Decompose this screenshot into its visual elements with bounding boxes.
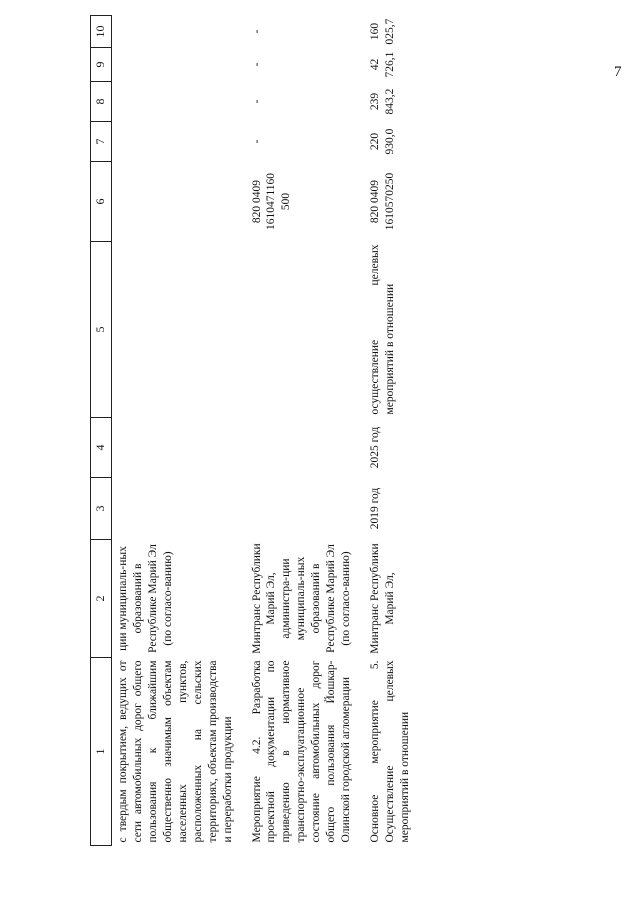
rotated-table-container [90, 16, 540, 846]
cell-value: 220 930,0 [369, 128, 396, 155]
column-header: 10 [91, 16, 112, 48]
page-number: 7 [614, 64, 622, 80]
column-header: 1 [91, 658, 112, 846]
table-row [358, 16, 417, 846]
column-header: 5 [91, 242, 112, 418]
cell-value [112, 122, 240, 162]
cell-value: - [250, 99, 263, 104]
cell-description [240, 242, 359, 418]
cell-start-year: 2019 год [369, 487, 382, 530]
cell-value: 160 025,7 [369, 18, 396, 45]
header-row [91, 16, 112, 846]
cell-end-year [112, 418, 240, 478]
cell-start-year [240, 478, 359, 540]
column-header: 4 [91, 418, 112, 478]
column-header: 7 [91, 122, 112, 162]
cell-executor: Минтранс Республики Марий Эл, [369, 543, 396, 654]
measures-table [90, 15, 417, 846]
cell-value: 42 726,1 [369, 51, 396, 78]
cell-budget-code: 820 0409 1610471160 500 [250, 172, 293, 231]
cell-value: - [250, 62, 263, 67]
cell-measure-name: Основное мероприятие 5. Осуществление целевых мероприятий в отношении [369, 660, 411, 843]
column-header: 2 [91, 540, 112, 658]
cell-value: 239 843,2 [369, 88, 396, 115]
column-header: 8 [91, 82, 112, 122]
cell-value: - [250, 29, 263, 34]
cell-executor: Минтранс Республики Марий Эл, администра-ции муниципаль-ных образований в Республике Марий Эл (по согласо-ванию) [250, 543, 353, 654]
cell-description: осуществление целевых мероприятий в отношении [369, 244, 396, 415]
cell-measure-name: с твердым покрытием, ведущих от сети автомобильных дорог общего пользования к ближайшим общественно значимым объектам населенных пунктов, расположенных на сельских территориях, объектам производства и переработки продукции [117, 660, 234, 843]
cell-start-year [112, 478, 240, 540]
cell-end-year [240, 418, 359, 478]
cell-budget-code: 820 0409 1610570250 [369, 172, 396, 231]
cell-value [112, 16, 240, 48]
column-header: 3 [91, 478, 112, 540]
cell-description [112, 242, 240, 418]
cell-budget-code [112, 162, 240, 242]
cell-end-year: 2025 год [369, 426, 382, 469]
cell-value [112, 82, 240, 122]
column-header: 6 [91, 162, 112, 242]
column-header: 9 [91, 48, 112, 82]
cell-value [112, 48, 240, 82]
table-row [112, 16, 240, 846]
cell-value: - [250, 139, 263, 144]
cell-measure-name: Мероприятие 4.2. Разработка проектной документации по приведению в нормативное транспортно-эксплуатационное состояние автомобильных дорог общего пользования Йошкар-Олинской городской агломерации [250, 660, 353, 843]
cell-executor: ции муниципаль-ных образований в Республике Марий Эл (по согласо-ванию) [117, 544, 174, 653]
table-row [240, 16, 359, 846]
